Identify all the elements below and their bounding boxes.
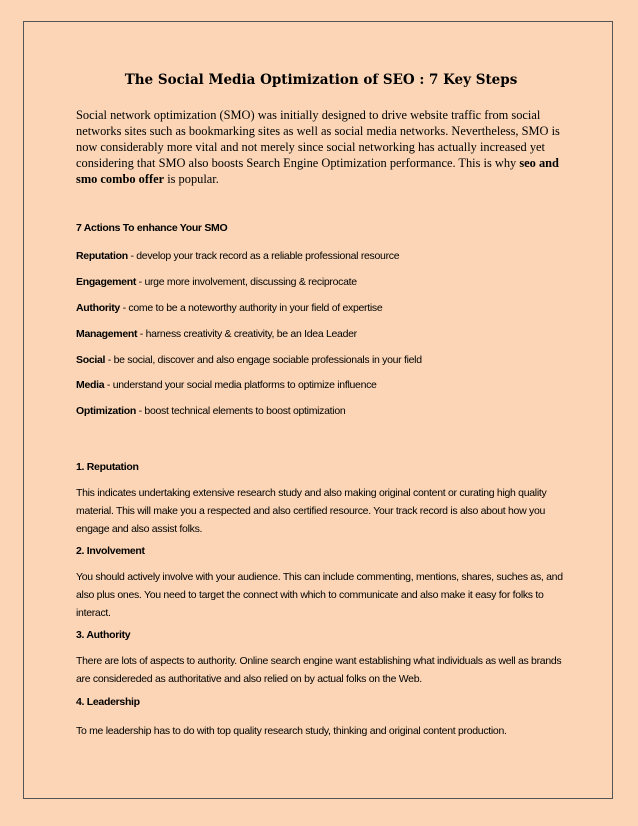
section-body: This indicates undertaking extensive research study and also making original content or curating high quality material. This will make you a respected and also certified resource. Your track record is also about how you engage and also assist folks. <box>76 487 547 535</box>
section-heading: 3. Authority <box>76 629 131 641</box>
action-term: Media <box>76 379 105 391</box>
intro-paragraph <box>76 107 566 187</box>
action-desc: - understand your social media platforms to optimize influence <box>104 379 377 391</box>
document-content <box>76 72 566 737</box>
action-desc: - come to be a noteworthy authority in your field of expertise <box>119 302 383 314</box>
action-desc: - be social, discover and also engage sociable professionals in your field <box>105 354 422 366</box>
section-heading: 1. Reputation <box>76 461 139 473</box>
action-desc: - harness creativity & creativity, be an Idea Leader <box>137 328 357 340</box>
section-heading: 4. Leadership <box>76 696 140 708</box>
action-term: Engagement <box>76 276 137 288</box>
action-term: Authority <box>76 302 120 314</box>
document-title: The Social Media Optimization of SEO : 7 Key Steps <box>124 72 518 88</box>
action-item <box>76 354 422 366</box>
intro-bold-phrase: seo and smo combo offer <box>76 156 559 186</box>
section-body: There are lots of aspects to authority. Online search engine want establishing what individuals as well as brands are considereded as authoritative and also relied on by actual folks on the Web. <box>76 655 562 685</box>
action-term: Social <box>76 354 106 366</box>
action-item <box>76 250 399 262</box>
action-desc: - develop your track record as a reliable professional resource <box>127 250 400 262</box>
action-desc: - boost technical elements to boost optimization <box>135 405 346 417</box>
action-item <box>76 276 357 288</box>
intro-tail: is popular. <box>164 172 219 186</box>
action-item <box>76 302 382 314</box>
section-body: You should actively involve with your audience. This can include commenting, mentions, shares, suches as, and also plus ones. You need to target the connect with which to communicate and also make it easy for folks to interact. <box>76 571 563 619</box>
action-item <box>76 328 357 340</box>
action-item <box>76 405 345 417</box>
action-term: Management <box>76 328 138 340</box>
actions-heading: 7 Actions To enhance Your SMO <box>76 222 228 234</box>
section-heading: 2. Involvement <box>76 545 145 557</box>
action-term: Reputation <box>76 250 128 262</box>
intro-text: Social network optimization (SMO) was initially designed to drive website traffic from social networks sites such as bookmarking sites as well as social media networks. Nevertheless, SMO is now considerably more vital and not merely since social networking has actually increased yet considering that SMO also boosts Search Engine Optimization performance. This is why <box>76 108 560 170</box>
section-body: To me leadership has to do with top quality research study, thinking and original content production. <box>76 725 507 737</box>
action-term: Optimization <box>76 405 136 417</box>
action-desc: - urge more involvement, discussing & reciprocate <box>136 276 357 288</box>
action-item <box>76 379 377 391</box>
